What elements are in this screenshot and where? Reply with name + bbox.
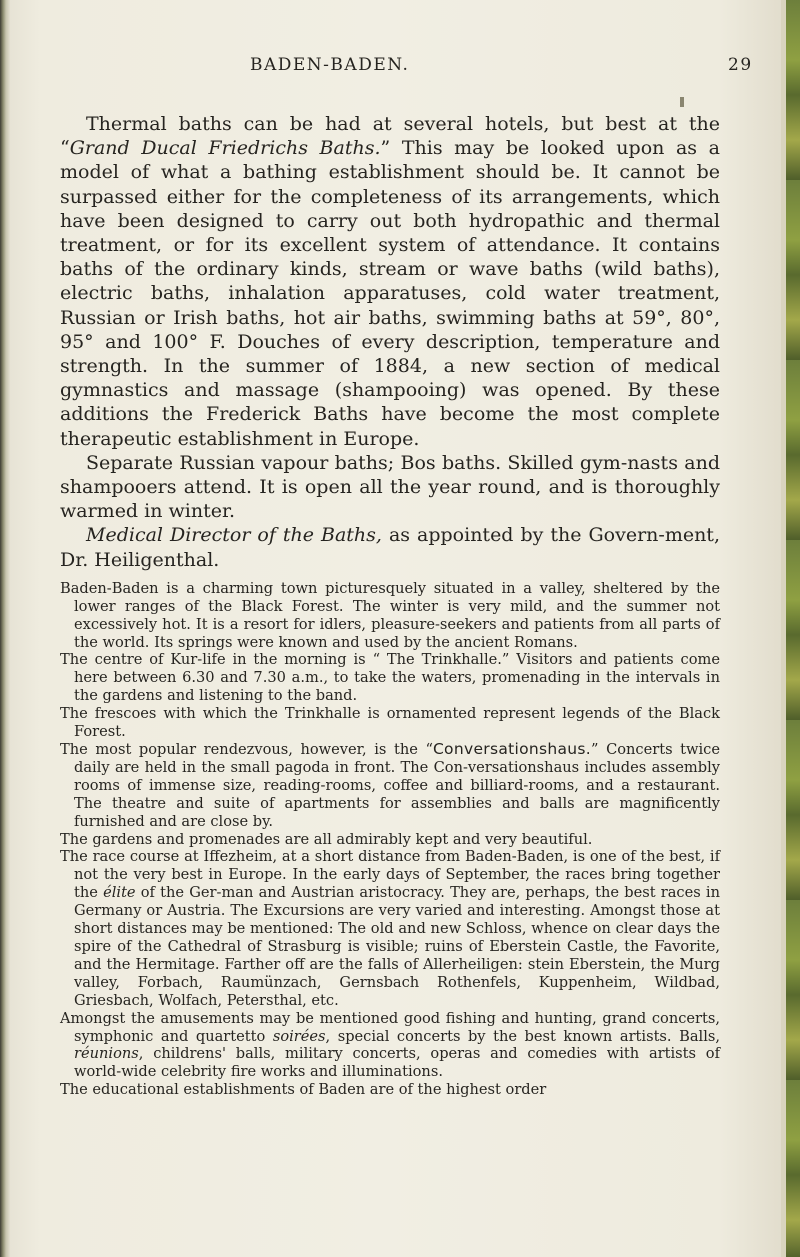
page-header (0, 55, 781, 79)
text-run: of the Ger-man and Austrian aristocracy. They are, perhaps, the best races in Germany or Austria. The Excursions are very varied and interesting. Amongst those at short distances may be mentioned: The old and new Schloss, whence on clear days the spire of the Cathedral of Strasburg is visible; ruins of Eberstein Castle, the Favorite, and the Hermitage. Farther off are the falls of Allerheiligen: stein Eberstein, the Murg valley, Forbach, Raumünzach, Gernsbach Rothenfels, Kuppenheim, Wildbad, Griesbach, Wolfach, Petersthal, etc. (74, 884, 720, 1009)
page-binding-edge (0, 0, 10, 1257)
running-title: BADEN-BADEN. (250, 55, 410, 75)
book-cover-edge (781, 0, 800, 1257)
italic-run: Medical Director of the Baths, (86, 524, 382, 547)
text-run: The most popular rendezvous, however, is the “ (60, 741, 433, 759)
paragraph-medical-director (60, 523, 720, 571)
emphasis-run: Conversationshaus. (432, 740, 592, 759)
text-run: Amongst the amusements may be mentioned good fishing and hunting, grand concerts, symphonic and quartetto (60, 1009, 720, 1045)
note-gardens: The gardens and promenades are all admirably kept and very beautiful. (60, 830, 593, 848)
note-town: Baden-Baden is a charming town picturesquely situated in a valley, sheltered by the lower ranges of the Black Forest. The winter is very mild, and the summer not excessively hot. It is a resort for idlers, pleasure-seekers and patients from all parts of the world. Its springs were known and used by the ancient Romans. (60, 579, 720, 651)
text-run: Thermal baths can be had at several hotels, but best at the “ (60, 113, 720, 160)
text-run: as appointed by the Govern-ment, Dr. Heiligenthal. (60, 524, 720, 571)
paragraph-thermal-baths (60, 112, 720, 451)
text-run: ” Concerts twice daily are held in the small pagoda in front. The Con-versationshaus includes assembly rooms of immense size, reading-rooms, coffee and billiard-rooms, and a restaurant. The theatre and suite of apartments for assemblies and balls are magnificently furnished and are close by. (74, 741, 720, 830)
notes-section (60, 580, 720, 1099)
italic-run: soirées (272, 1027, 326, 1045)
paragraph-russian-baths: Separate Russian vapour baths; Bos baths. Skilled gym-nasts and shampooers attend. It is open all the year round, and is thoroughly warmed in winter. (60, 451, 720, 523)
italic-run: réunions (74, 1045, 139, 1063)
text-run: , childrens' balls, military concerts, operas and comedies with artists of world-wide celebrity fire works and illuminations. (74, 1045, 720, 1081)
ink-mark (680, 97, 684, 107)
note-conversationshaus (60, 741, 720, 831)
page-body (60, 112, 720, 1099)
page-number: 29 (728, 55, 753, 75)
note-frescoes: The frescoes with which the Trinkhalle is ornamented represent legends of the Black Forest. (60, 705, 720, 741)
text-run: ” This may be looked upon as a model of what a bathing establishment should be. It cannot be surpassed either for the completeness of its arrangements, which have been designed to carry out both hydropathic and thermal treatment, or for its excellent system of attendance. It contains baths of the ordinary kinds, stream or wave baths (wild baths), electric baths, inhalation apparatuses, cold water treatment, Russian or Irish baths, hot air baths, swimming baths at 59°, 80°, 95° and 100° F. Douches of every description, temperature and strength. In the summer of 1884, a new section of medical gymnastics and massage (shampooing) was opened. By these additions the Frederick Baths have become the most complete therapeutic establishment in Europe. (60, 137, 720, 450)
italic-run: élite (103, 884, 136, 902)
text-run: The race course at Iffezheim, at a short distance from Baden-Baden, is one of the best, if not the very best in Europe. In the early days of September, the races bring together the (60, 848, 720, 902)
text-run: , special concerts by the best known artists. Balls, (325, 1027, 720, 1045)
note-trinkhalle: The centre of Kur-life in the morning is “ The Trinkhalle.” Visitors and patients come here between 6.30 and 7.30 a.m., to take the waters, promenading in the intervals in the gardens and listening to the band. (60, 651, 720, 705)
note-amusements (60, 1010, 720, 1082)
note-education: The educational establishments of Baden are of the highest order (60, 1081, 547, 1099)
italic-run: Grand Ducal Friedrichs Baths. (69, 137, 381, 160)
note-races-excursions (60, 848, 720, 1009)
